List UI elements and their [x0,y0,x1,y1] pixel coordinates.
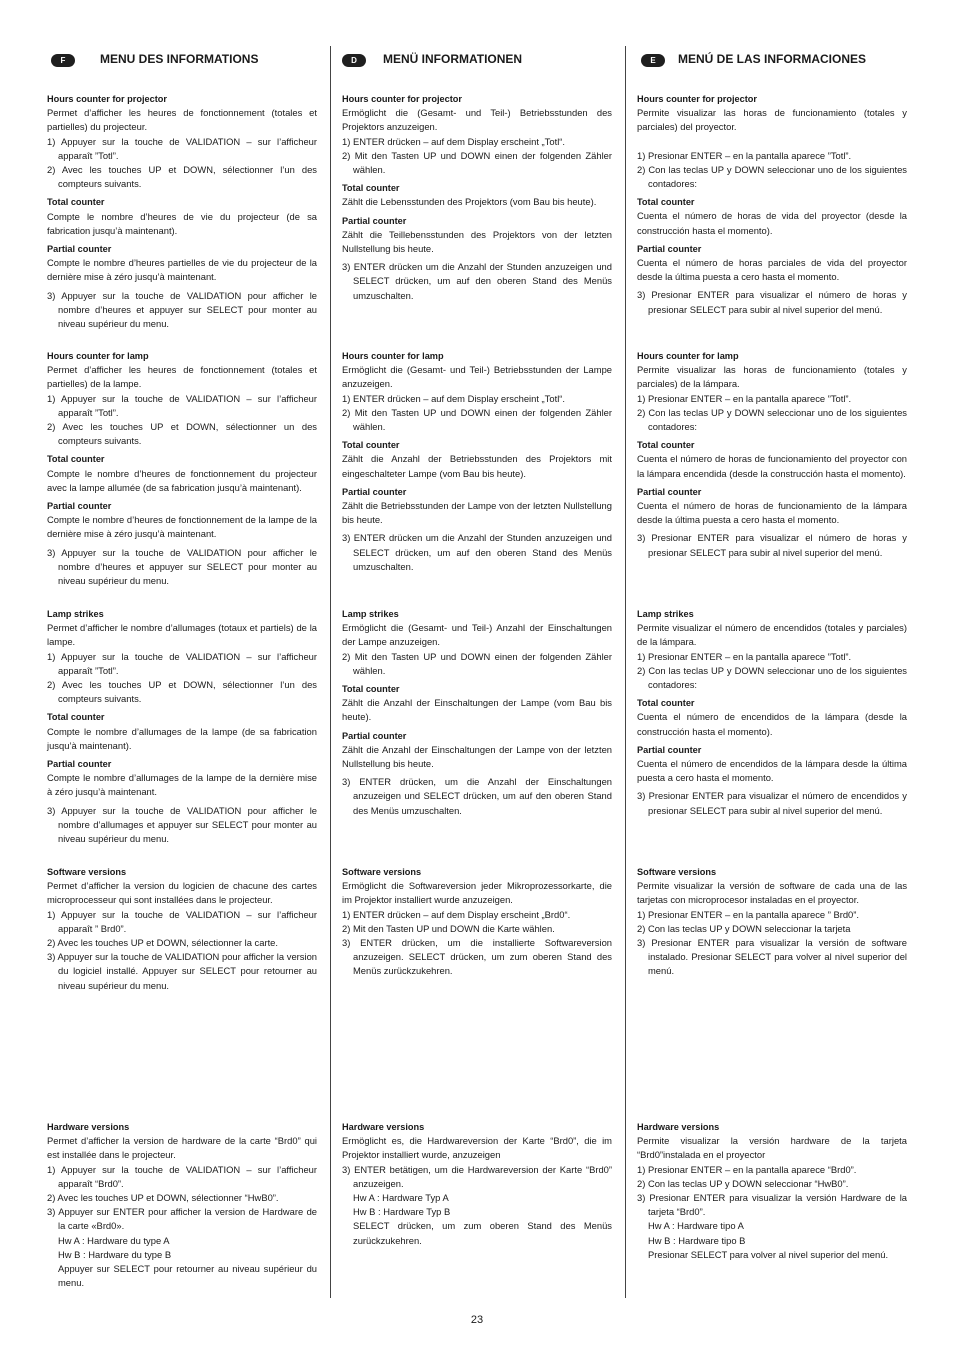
column-divider [330,46,331,1298]
partial-counter-title: Partial counter [47,244,112,255]
step-3: 3) Appuyer sur ENTER pour afficher la version de Hardware de la carte «Brd0». [47,1206,317,1232]
step-3: 3) Presionar ENTER para visualizar la versión de software instalado. Presionar SELECT para volver al nivel superior del menú. [637,937,907,977]
section-title: Lamp strikes [342,609,399,619]
section-title: Software versions [342,867,422,877]
language-badge: E [641,54,665,67]
partial-counter-text: Zählt die Betriebsstunden der Lampe von der letzten Nullstellung bis heute. [342,500,612,526]
section-title: Hours counter for lamp [637,351,739,361]
section-hours-projector [342,92,612,303]
section-intro: Permite visualizar la versión hardware de la tarjeta “Brd0”instalada en el proyector [637,1135,907,1161]
partial-counter-text: Compte le nombre d’heures de fonctionnement de la lampe de la dernière mise à zéro jusqu’à maintenant. [47,514,317,540]
step-2: 2) Con las teclas UP y DOWN seleccionar uno de los siguientes contadores: [637,406,907,433]
total-counter-text: Compte le nombre d’heures de vie du projecteur (de sa fabrication jusqu’à maintenant). [47,210,317,236]
section-title: Hours counter for projector [342,94,462,104]
section-title: Hours counter for lamp [342,351,444,361]
section-title: Lamp strikes [637,609,694,619]
step-3: 3) Presionar ENTER para visualizar el número de encendidos y presionar SELECT para subir al nivel superior del menú. [637,790,907,816]
step-2: 2) Mit den Tasten UP und DOWN einen der folgenden Zähler wählen. [342,149,612,176]
step-1: 1) Presionar ENTER – en la pantalla aparece ” Brd0”. [637,908,859,920]
step-2: 2) Con las teclas UP y DOWN seleccionar “HwB0”. [637,1177,849,1189]
step-2: 2) Mit den Tasten UP und DOWN einen der folgenden Zähler wählen. [342,406,612,433]
section-title: Hours counter for projector [637,94,757,104]
section-software-versions [47,865,317,993]
step-3: 3) Appuyer sur la touche de VALIDATION pour afficher la version du logiciel installé. Appuyer sur SELECT pour retourner au niveau supérieur du menu. [47,951,317,991]
section-title: Hardware versions [637,1122,720,1132]
partial-counter-title: Partial counter [342,215,407,226]
return-instruction: Appuyer sur SELECT pour retourner au niveau supérieur du menu. [58,1263,317,1289]
total-counter-text: Cuenta el número de encendidos de la lámpara (desde la construcción hasta el momento). [637,711,907,737]
partial-counter-title: Partial counter [637,243,702,254]
return-instruction: Presionar SELECT para volver al nivel superior del menú. [648,1248,889,1260]
step-3: 3) ENTER drücken um die Anzahl der Stunden anzuzeigen und SELECT drücken, um auf den oberen Stand des Menüs umzuschalten. [342,261,612,301]
section-hours-projector [47,92,317,331]
total-counter-title: Total counter [342,684,400,695]
hardware-type-b: Hw B : Hardware Typ B [353,1206,451,1218]
hardware-type-a: Hw A : Hardware Typ A [353,1192,449,1204]
section-software-versions [637,865,907,979]
partial-counter-text: Compte le nombre d’heures partielles de vie du projecteur de la dernière mise à zéro jusqu’à maintenant. [47,257,317,283]
step-3: 3) Appuyer sur la touche de VALIDATION pour afficher le nombre d’allumages et appuyer sur SELECT pour monter au niveau supérieur du menu. [47,804,317,845]
partial-counter-text: Compte le nombre d’allumages de la lampe de la dernière mise à zéro jusqu’à maintenant. [47,772,317,798]
step-2: 2) Mit den Tasten UP und DOWN die Karte wählen. [342,922,555,934]
column-german [342,50,612,1246]
partial-counter-text: Cuenta el número de encendidos de la lámpara desde la última puesta a cero hasta el momento. [637,758,907,784]
column-title: MENÜ INFORMATIONEN [383,52,523,66]
section-intro: Ermöglicht die Softwareversion jeder Mikroprozessorkarte, die im Projektor installiert wurde anzuzeigen. [342,880,612,906]
section-intro: Permet d’afficher la version de hardware de la carte “Brd0” qui est installée dans le projecteur. [47,1135,317,1161]
section-intro: Permite visualizar la versión de software de cada una de las tarjetas con microprocesor instaladas en el proyector. [637,880,907,906]
section-title: Hardware versions [47,1122,130,1132]
step-1: 1) Appuyer sur la touche de VALIDATION – sur l’afficheur apparaît ” Brd0”. [47,908,317,934]
partial-counter-text: Zählt die Teillebensstunden des Projektors von der letzten Nullstellung bis heute. [342,228,612,255]
partial-counter-title: Partial counter [47,759,112,770]
total-counter-text: Zählt die Lebensstunden des Projektors (vom Bau bis heute). [342,196,597,208]
section-lamp-strikes [637,607,907,818]
section-title: Software versions [47,867,127,877]
partial-counter-title: Partial counter [342,486,407,497]
step-3: 3) Presionar ENTER para visualizar el número de horas y presionar SELECT para subir al nivel superior del menú. [637,289,907,315]
section-intro: Permet d’afficher les heures de fonctionnement (totales et partielles) du projecteur. [47,107,317,133]
column-title: MENÚ DE LAS INFORMACIONES [678,52,867,66]
total-counter-title: Total counter [47,712,105,723]
section-hours-projector [637,92,907,317]
step-3: 3) Appuyer sur la touche de VALIDATION pour afficher le nombre d’heures et appuyer sur SELECT pour monter au niveau supérieur du menu. [47,289,317,330]
section-intro: Permite visualizar las horas de funcionamiento (totales y parciales) de la lámpara. [637,364,907,390]
section-intro: Ermöglicht die (Gesamt- und Teil-) Betriebsstunden des Projektors anzuzeigen. [342,107,612,133]
step-3: 3) ENTER drücken, um die Anzahl der Einschaltungen anzuzeigen und SELECT drücken, um auf den oberen Stand des Menüs umzuschalten. [342,776,612,816]
step-3: 3) ENTER drücken, um die installierte Softwareversion anzuzeigen. SELECT drücken, um zum oberen Stand des Menüs zurückzukehren. [342,937,612,977]
column-spanish [637,50,907,1260]
section-title: Hours counter for lamp [47,351,149,361]
partial-counter-text: Cuenta el número de horas de funcionamiento de la lámpara desde la última puesta a cero hasta el momento. [637,500,907,526]
step-2: 2) Avec les touches UP et DOWN, sélectionner l’un des compteurs suivants. [47,679,317,705]
partial-counter-title: Partial counter [637,744,702,755]
step-1: 1) Presionar ENTER – en la pantalla aparece “Brd0”. [637,1163,857,1175]
section-intro: Ermöglicht die (Gesamt- und Teil-) Betriebsstunden der Lampe anzuzeigen. [342,364,612,390]
section-title: Hours counter for projector [47,94,167,104]
partial-counter-title: Partial counter [47,501,112,512]
step-3: 3) ENTER drücken um die Anzahl der Stunden anzuzeigen und SELECT drücken, um auf den oberen Stand des Menüs umzuschalten. [342,532,612,572]
section-title: Software versions [637,867,717,877]
page-number: 23 [470,1314,484,1326]
section-hours-lamp [637,349,907,560]
step-3: 3) Presionar ENTER para visualizar la versión Hardware de la tarjeta “Brd0”. [637,1192,907,1218]
step-2: 2) Con las teclas UP y DOWN seleccionar uno de los siguientes contadores: [637,664,907,691]
total-counter-text: Zählt die Anzahl der Einschaltungen der Lampe (vom Bau bis heute). [342,697,612,723]
section-intro: Ermöglicht die (Gesamt- und Teil-) Anzahl der Einschaltungen der Lampe anzuzeigen. [342,622,612,648]
total-counter-text: Zählt die Anzahl der Betriebsstunden des Projektors mit eingeschalteter Lampe (vom Bau bis heute). [342,453,612,479]
partial-counter-text: Cuenta el número de horas parciales de vida del proyector desde la última puesta a cero hasta el momento. [637,257,907,283]
return-instruction: SELECT drücken, um zum oberen Stand des Menüs zurückzukehren. [353,1220,612,1246]
hardware-type-a: Hw A : Hardware tipo A [648,1220,744,1232]
total-counter-title: Total counter [637,698,695,709]
total-counter-text: Compte le nombre d’heures de fonctionnement du projecteur avec la lampe allumée (de sa fabrication jusqu’à maintenant). [47,467,317,493]
section-intro: Ermöglicht es, die Hardwareversion der Karte “Brd0”, die im Projektor installiert wurde, anzuzeigen [342,1135,612,1161]
section-software-versions [342,865,612,979]
step-1: 1) Appuyer sur la touche de VALIDATION – sur l’afficheur apparaît ”Totl”. [47,392,317,418]
column-french [47,50,317,1289]
language-badge: D [342,54,366,67]
step-2: 2) Avec les touches UP et DOWN, sélectionner l’un des compteurs suivants. [47,164,317,190]
section-title: Hardware versions [342,1122,425,1132]
section-intro: Permet d’afficher la version du logicien de chacune des cartes microprocesseur qui sont installées dans le projecteur. [47,880,317,906]
step-1: 1) Presionar ENTER – en la pantalla aparece ”Totl”. [637,149,852,161]
section-hardware-versions [637,1120,907,1262]
section-intro: Permet d’afficher les heures de fonctionnement (totales et partielles) de la lampe. [47,364,317,390]
section-hardware-versions [342,1120,612,1248]
step-1: 1) ENTER drücken – auf dem Display erscheint „Brd0“. [342,908,571,920]
step-3: 3) ENTER betätigen, um die Hardwareversion der Karte “Brd0” anzuzeigen. [342,1163,612,1189]
total-counter-title: Total counter [47,454,105,465]
section-intro: Permet d’afficher le nombre d’allumages (totaux et partiels) de la lampe. [47,622,317,648]
step-2: 2) Mit den Tasten UP und DOWN einen der folgenden Zähler wählen. [342,650,612,676]
step-3: 3) Presionar ENTER para visualizar el número de horas y presionar SELECT para subir al nivel superior del menú. [637,532,907,558]
hardware-type-b: Hw B : Hardware du type B [58,1248,172,1260]
partial-counter-title: Partial counter [637,486,702,497]
section-intro: Permite visualizar el número de encendidos (totales y parciales) de la lámpara. [637,622,907,648]
section-lamp-strikes [47,607,317,846]
step-1: 1) ENTER drücken – auf dem Display erscheint „Totl“. [342,135,565,147]
section-intro: Permite visualizar las horas de funcionamiento (totales y parciales) del proyector. [637,107,907,133]
step-2: 2) Con las teclas UP y DOWN seleccionar la tarjeta [637,922,851,934]
total-counter-title: Total counter [342,440,400,451]
total-counter-title: Total counter [637,197,695,208]
column-header [342,50,612,72]
total-counter-text: Cuenta el número de horas de funcionamiento del proyector con la lámpara encendida (desde la construcción hasta el momento). [637,453,907,479]
total-counter-text: Compte le nombre d’allumages de la lampe (de sa fabrication jusqu’à maintenant). [47,725,317,751]
partial-counter-text: Zählt die Anzahl der Einschaltungen der Lampe von der letzten Nullstellung bis heute. [342,743,612,770]
step-3: 3) Appuyer sur la touche de VALIDATION pour afficher le nombre d’heures et appuyer sur SELECT pour monter au niveau supérieur du menu. [47,546,317,587]
step-2: 2) Con las teclas UP y DOWN seleccionar uno de los siguientes contadores: [637,163,907,190]
step-1: 1) Presionar ENTER – en la pantalla aparece ”Totl”. [637,392,852,404]
language-badge: F [51,54,75,67]
step-1: 1) Appuyer sur la touche de VALIDATION – sur l’afficheur apparaît ”Totl”. [47,135,317,161]
section-hardware-versions [47,1120,317,1290]
section-hours-lamp [47,349,317,588]
step-1: 1) Presionar ENTER – en la pantalla aparece ”Totl”. [637,650,852,662]
total-counter-title: Total counter [637,440,695,451]
step-2: 2) Avec les touches UP et DOWN, sélectionner un des compteurs suivants. [47,421,317,447]
step-2: 2) Avec les touches UP et DOWN, sélectionner “HwB0”. [47,1192,279,1204]
total-counter-title: Total counter [47,197,105,208]
section-hours-lamp [342,349,612,574]
section-title: Lamp strikes [47,609,104,619]
partial-counter-title: Partial counter [342,730,407,741]
step-1: 1) Appuyer sur la touche de VALIDATION – sur l’afficheur apparaît “Brd0”. [47,1163,317,1189]
step-1: 1) ENTER drücken – auf dem Display erscheint „Totl“. [342,392,565,404]
column-divider [625,46,626,1298]
section-lamp-strikes [342,607,612,818]
step-1: 1) Appuyer sur la touche de VALIDATION – sur l’afficheur apparaît ”Totl”. [47,650,317,676]
column-header [637,50,907,72]
hardware-type-a: Hw A : Hardware du type A [58,1234,170,1246]
column-title: MENU DES INFORMATIONS [100,52,259,66]
column-header [47,50,317,72]
step-2: 2) Avec les touches UP et DOWN, sélectionner la carte. [47,937,279,949]
total-counter-title: Total counter [342,183,400,194]
total-counter-text: Cuenta el número de horas de vida del proyector (desde la construcción hasta el momento). [637,210,907,236]
hardware-type-b: Hw B : Hardware tipo B [648,1234,746,1246]
